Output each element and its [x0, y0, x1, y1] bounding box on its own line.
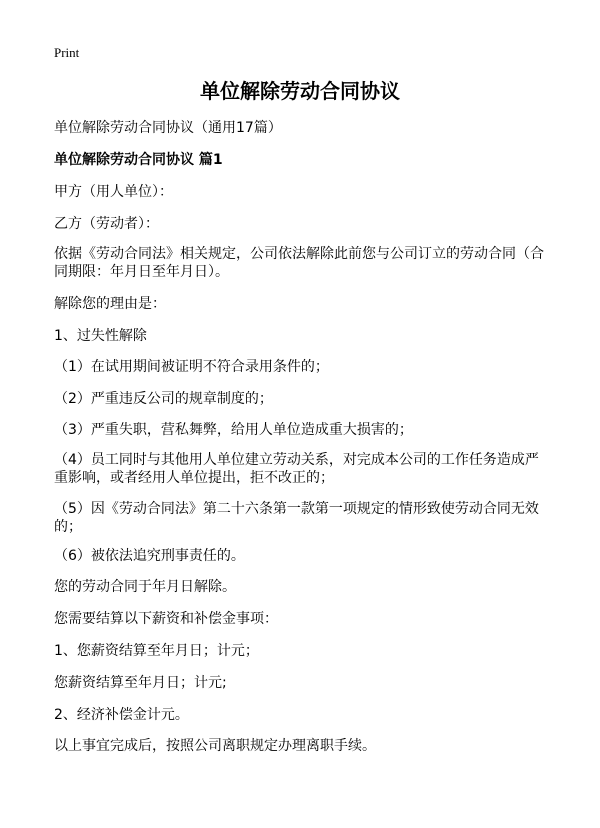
paragraph-legal-basis: 依据《劳动合同法》相关规定，公司依法解除此前您与公司订立的劳动合同（合同期限：年月日至年月日）。	[54, 246, 544, 280]
paragraph-salary-settlement-2: 您薪资结算至年月日；计元;	[54, 675, 227, 691]
paragraph-item-5: （5）因《劳动合同法》第二十六条第一款第一项规定的情形致使劳动合同无效的；	[54, 501, 539, 535]
paragraph-closing: 以上事宜完成后，按照公司离职规定办理离职手续。	[54, 738, 376, 754]
paragraph-settlement-intro: 您需要结算以下薪资和补偿金事项：	[54, 611, 278, 627]
paragraph-fault-dismissal: 1、过失性解除	[54, 328, 147, 344]
paragraph-termination-date: 您的劳动合同于年月日解除。	[54, 579, 236, 595]
paragraph-party-b: 乙方（劳动者）：	[54, 216, 159, 232]
paragraph-item-6: （6）被依法追究刑事责任的。	[54, 548, 245, 564]
paragraph-compensation: 2、经济补偿金计元。	[54, 707, 189, 723]
paragraph-item-1: （1）在试用期间被证明不符合录用条件的；	[54, 359, 329, 375]
paragraph-item-4: （4）员工同时与其他用人单位建立劳动关系，对完成本公司的工作任务造成严重影响，或者经用人单位提出，拒不改正的；	[54, 452, 539, 486]
paragraph-party-a: 甲方（用人单位）：	[54, 184, 173, 200]
paragraph-item-3: （3）严重失职，营私舞弊，给用人单位造成重大损害的；	[54, 422, 413, 438]
paragraph-item-2: （2）严重违反公司的规章制度的；	[54, 391, 273, 407]
print-label: Print	[54, 45, 80, 60]
section-heading: 单位解除劳动合同协议 篇1	[54, 152, 223, 168]
paragraph-reason-intro: 解除您的理由是：	[54, 296, 166, 312]
paragraph-salary-settlement-1: 1、您薪资结算至年月日；计元；	[54, 643, 259, 659]
document-subtitle: 单位解除劳动合同协议（通用17篇）	[54, 120, 282, 136]
document-title: 单位解除劳动合同协议	[200, 79, 400, 103]
